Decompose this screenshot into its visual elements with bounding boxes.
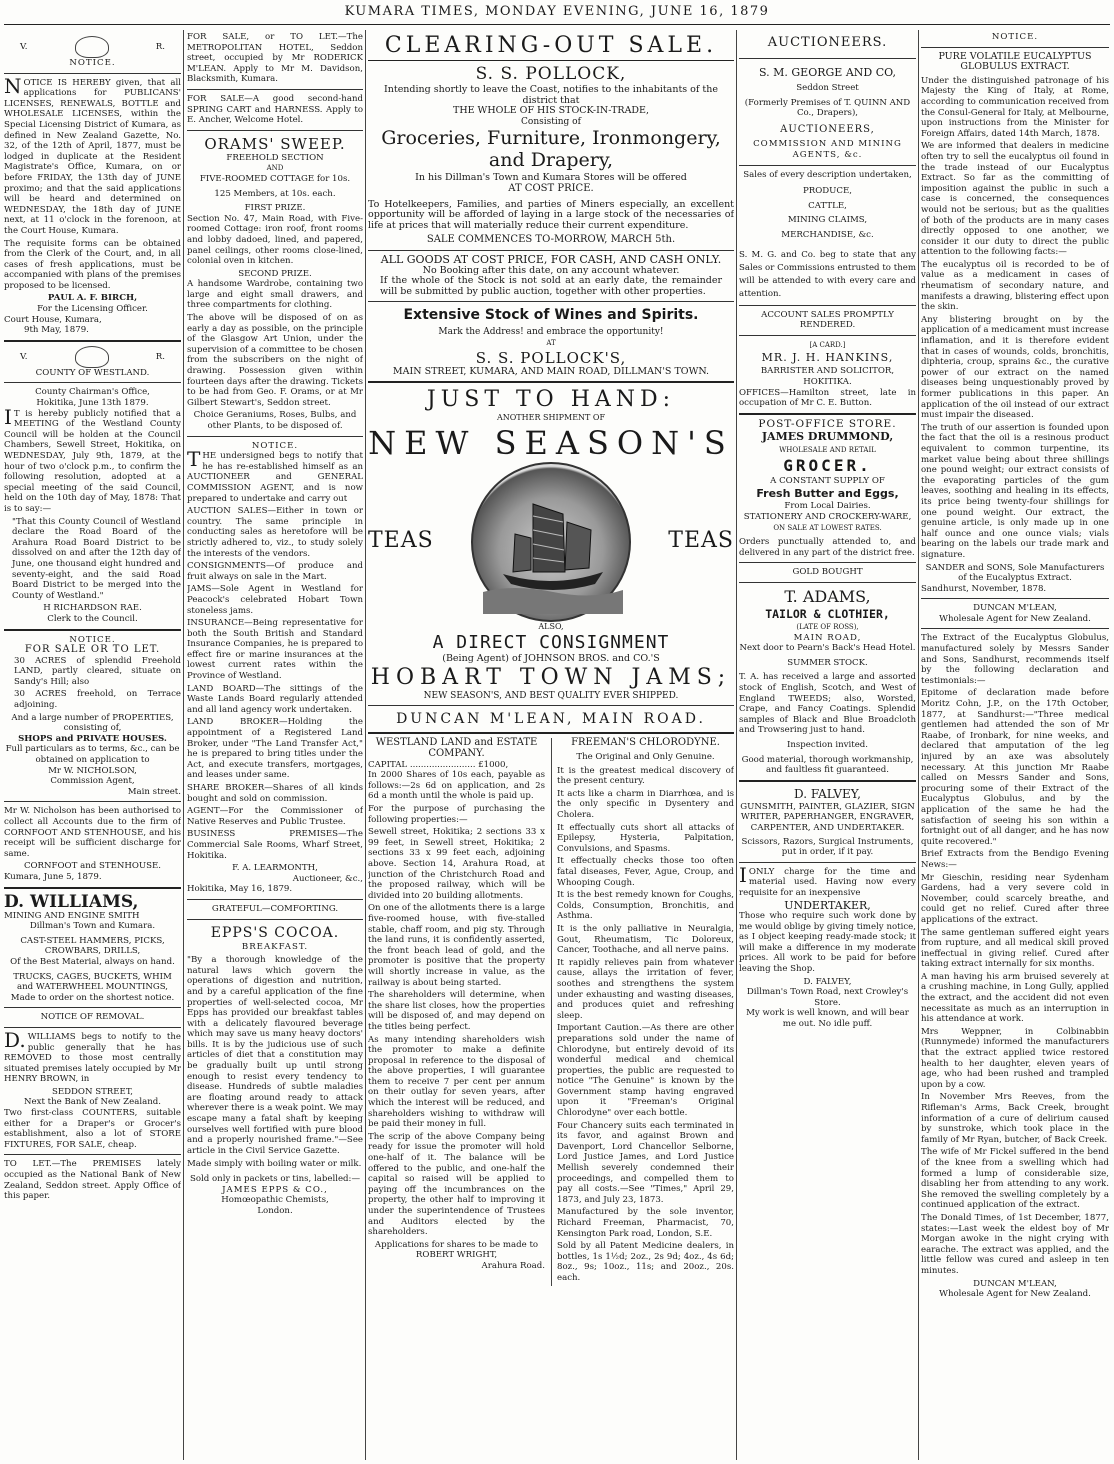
chlorodyne-b7: It rapidly relieves pain from whatever cause, allays the irritation of fever, soothes and strengthens the system under exhausting and wasting diseases, and produces quiet and refreshing sleep. <box>557 957 734 1021</box>
crest-r: R. <box>155 41 165 52</box>
crest-v: V. <box>20 351 28 362</box>
eucalyptus-b6: The Extract of the Eucalyptus Globulus, manufactured solely by Messrs Sander and Sons, Sandhurst, recommends itself by the following declaration and testimonials:— <box>921 633 1109 686</box>
smg-street: Seddon Street <box>796 83 859 93</box>
pollock-remainder: If the whole of the Stock is not sold at an early date, the remainder will be submitted by public auction, together with other properties. <box>380 275 722 297</box>
hankins-town: HOKITIKA. <box>803 376 852 387</box>
sweep-line-1: FREEHOLD SECTION <box>226 152 324 163</box>
falvey-only: IONLY charge for the time and material used. Having now every requisite for an inexpensive <box>739 862 916 898</box>
williams-title: D. WILLIAMS, <box>4 891 139 912</box>
eucalyptus-b5: The truth of our assertion is founded upon the fact that the oil is a resinous product equivalent to common turpentine, its market value being about three shillings one pound weight; our extract consists of the evaporating particles of the gum leaves, soothing and healing in its effects, its price being twenty-four shillings for one pound weight. Our extract, the genuine article, is only made up in one half ounce and one ounce vials; vials bearing on the labels our trade mark and signature. <box>921 422 1109 560</box>
another-shipment: ANOTHER SHIPMENT OF <box>496 413 606 423</box>
service-share-broker: SHARE BROKER—Shares of all kinds bought and sold on commission. <box>187 783 363 804</box>
column-rule <box>183 30 184 1460</box>
hankins-title: BARRISTER AND SOLICITOR, <box>760 366 895 377</box>
westland-address: Arahura Road. <box>481 1260 545 1271</box>
sweep-title: ORAMS' SWEEP. <box>204 134 346 153</box>
falvey-undertaker: UNDERTAKER, <box>784 898 871 912</box>
sweep-body: The above will be disposed of on as early a day as possible, on the principle of the Glasgow Art Union, under the supervision of a committee to be chosen from the subscribers on the night of drawing. Possession given within fourteen days after the drawing. Tickets to be had from Geo. F. Orams, or at Mr Gilbert Stewart's, Seddon street. <box>187 313 363 408</box>
westland-body-3: The shareholders will determine, when the share list closes, how the properties will be disposed of, and may depend on the titles being perfect. <box>368 990 545 1032</box>
drummond-orders: Orders punctually attended to, and delivered in any part of the district free. <box>739 537 916 558</box>
chlorodyne-b5: It is the best remedy known for Coughs, Colds, Consumption, Bronchitis, and Asthma. <box>557 890 734 922</box>
ship-illustration <box>471 462 631 622</box>
chlorodyne-maker: Manufactured by the sole inventor, Richard Freeman, Pharmacist, 70, Kensington Park road, London, S.E. <box>557 1207 734 1239</box>
second-prize-heading: SECOND PRIZE. <box>238 268 312 279</box>
authorisation-date: Kumara, June 5, 1879. <box>4 871 102 882</box>
drummond-butter: Fresh Butter and Eggs, <box>756 487 899 501</box>
eucalyptus-b1: Under the distinguished patronage of his Majesty the King of Italy, at Rome, according to communication received from the Consul-General for Italy, at Melbourne, upon instructions from the Minister for Foreign Affairs, dated 14th March, 1878. <box>921 75 1109 139</box>
teas-row <box>368 462 734 622</box>
falvey-scissors: Scissors, Razors, Surgical Instruments, put in order, if it pay. <box>741 836 914 858</box>
smg-auctioneers: AUCTIONEERS, <box>780 123 875 135</box>
eucalyptus-b4: Any blistering brought on by the application of a medicament must increase inflamation, and it is therefore evident that in cases of wounds, colds, bronchitis, diphteria, croup, sprains &c., the curative power of our extract on the named diseases being unquestionably proved by former publications in this paper. An application of the oil instead of our extract must impair the diseased. <box>921 314 1109 421</box>
sweep-and: AND <box>266 164 284 173</box>
sale-agent-street: Main street. <box>127 786 181 797</box>
service-land-board: LAND BOARD—The sittings of the Waste Lands Board regularly attended and all land agency work undertaken. <box>187 683 363 715</box>
drummond-grocer: GROCER. <box>783 455 872 475</box>
epps-firm-title: Homœopathic Chemists, <box>221 1195 329 1206</box>
county-resolution: "That this County Council of Westland declare the Road Board of the Arahura Road Board District to be dissolved on and after the 12th day of June, one thousand eight hundred and seventy-eight, and the said Road Board District to be merged into the County of Westland." <box>12 516 181 601</box>
teas-left: TEAS <box>368 528 434 554</box>
adams-invited: Inspection invited. <box>786 739 869 750</box>
crest-v: V. <box>20 41 28 52</box>
pollock-all-goods: ALL GOODS AT COST PRICE, FOR CASH, AND CASH ONLY. <box>380 252 722 266</box>
crest-icon <box>75 346 109 368</box>
adams-summer: SUMMER STOCK. <box>787 657 868 668</box>
pollock-consisting: Consisting of <box>521 116 581 127</box>
westland-purpose: For the purpose of purchasing the following properties:— <box>368 804 545 825</box>
chlorodyne-b6: It is the only palliative in Neuralgia, Gout, Rheumatism, Tic Doloreux, Cancer, Toothache, and all nerve pains. <box>557 923 734 956</box>
to-let-notice: TO LET.—The PREMISES lately occupied as the National Bank of New Zealand, Seddon street. Apply Office of this paper. <box>4 1159 181 1202</box>
licensing-place: Court House, Kumara, <box>4 314 102 325</box>
service-agent: AGENT—For the Commissioner of Native Reserves and Public Trustee. <box>187 806 363 827</box>
westland-title: WESTLAND LAND and ESTATE COMPANY. <box>375 737 538 760</box>
falvey-undertaker-body: Those who require such work done by me would oblige by giving timely notice, as I object keeping ready-made stock; it will make a difference in my moderate prices. All work to be paid for before leaving the Shop. <box>739 911 916 975</box>
column-rule <box>918 30 919 1460</box>
pollock-hotel: To Hotelkeepers, Families, and parties of Miners especially, an excellent opportunity will be afforded of laying in a large stock of the necessaries of life at prices that will materially reduce their current expenditure. <box>368 198 734 231</box>
removal-body: D.WILLIAMS begs to notify to the public generally that he has REMOVED to those most centrally situated premises lately occupied by Mr HENRY BROWN, in <box>4 1027 181 1085</box>
westland-body-2: On one of the allotments there is a large five-roomed house, with five-stalled stable, chaff room, and pig sty. Through the land runs, it is confidently asserted, the front beach lead of gold, and the promoter is positive that the property will shortly increase in value, as the railway is about being started. <box>368 903 545 988</box>
falvey-sign: D. FALVEY, <box>803 976 852 987</box>
county-crest <box>4 346 181 368</box>
chlorodyne-b1: It is the greatest medical discovery of the present century. <box>557 765 734 787</box>
just-to-hand: JUST TO HAND: <box>426 387 676 413</box>
smg-sales: Sales of every description undertaken, <box>743 169 912 180</box>
card-label: [A CARD.] <box>809 340 846 349</box>
adams-next: Next door to Pearn's Back's Head Hotel. <box>739 643 916 654</box>
counters-body: Two first-class COUNTERS, suitable either for a Draper's or Grocer's establishment, also a lot of STORE FIXTURES, FOR SALE, cheap. <box>4 1108 181 1150</box>
johnson-agent: (Being Agent) of JOHNSON BROS. and CO.'S <box>442 653 660 665</box>
westland-land-ad <box>368 738 545 1285</box>
authorisation-notice: Mr W. Nicholson has been authorised to collect all Accounts due to the firm of CORNFOOT AND STENHOUSE, and his receipt will be sufficient discharge for same. <box>4 806 181 859</box>
county-heading: COUNTY OF WESTLAND. <box>35 367 150 378</box>
epps-firm: JAMES EPPS & CO., <box>222 1184 328 1195</box>
eucalyptus-b7: Epitome of declaration made before Moritz Cohn, J.P., on the 17th October, 1877, at Sandhurst:—"Three medical gentlemen had attended the son of Mr Raabe, of Ironbark, for nine weeks, and declared that amputation of the leg injured by an axe was absolutely necessary. At this junction Mr Raabe called on Messrs Sander and Sons, procuring some of their Extract of the Eucalyptus Globulus, and by the application of the same he had the satisfaction of seeing his son within a fortnight out of all danger, and he has now quite recovered." <box>921 688 1109 847</box>
pollock-intro: Intending shortly to leave the Coast, notifies to the inhabitants of the district that <box>384 84 718 106</box>
best-quality: NEW SEASON'S, AND BEST QUALITY EVER SHIPPED. <box>423 690 679 701</box>
smg-account-sales: ACCOUNT SALES PROMPTLY RENDERED. <box>761 309 894 331</box>
county-signature-title: Clerk to the Council. <box>47 613 138 624</box>
eucalyptus-b9: Mr Gieschin, residing near Sydenham Gardens, had a very severe cold in November, could scarcely breathe, and could get no relief. Cured after three applications of the extract. <box>921 872 1109 925</box>
sale-notice-heading: NOTICE. <box>69 634 116 645</box>
smg-formerly: (Formerly Premises of T. QUINN AND Co., Drapers), <box>744 97 911 119</box>
licensing-date: 9th May, 1879. <box>24 325 89 336</box>
pollock-wines: Extensive Stock of Wines and Spirits. <box>403 307 699 324</box>
chlorodyne-ad <box>551 738 734 1285</box>
eucalyptus-b15: The Donald Times, of 1st December, 1877, states:—Last week the eldest boy of Mr Morgan awoke in the night crying with earache. The extract was applied, and the little fellow was cured and asleep in ten minutes. <box>921 1212 1109 1276</box>
column-2 <box>187 32 363 1460</box>
county-date: Hokitika, June 13th 1879. <box>36 398 149 409</box>
drummond-constant: A CONSTANT SUPPLY OF <box>770 475 885 486</box>
sale-line-5: Full particulars as to terms, &c., can be obtained on application to <box>5 744 180 766</box>
eucalyptus-b14: The wife of Mr Fickel suffered in the bend of the knee from a swelling which had formed a lump of considerable size, disabling her from attending to any work. She removed the swelling completely by a continued application of the extract. <box>921 1147 1109 1211</box>
eucalyptus-heading: PURE VOLATILE EUCALYPTUS GLOBULUS EXTRACT. <box>938 50 1092 73</box>
williams-line-4: Made to order on the shortest notice. <box>10 992 175 1003</box>
drummond-stationery: STATIONERY AND CROCKERY-WARE, <box>743 512 912 523</box>
westland-body-5: The scrip of the above Company being ready for issue the promoter will hold one-half of it. The balance will be offered to the public, and one-half the capital so raised will be applied to paying off the incumbrances on the property, the other half to improving it under the superintendence of Trustees and Auditors elected by the shareholders. <box>368 1131 545 1238</box>
pollock-name-2: S. S. POLLOCK'S, <box>475 348 627 367</box>
epps-city: London. <box>257 1205 293 1216</box>
top-rule <box>4 24 1110 25</box>
removal-heading: NOTICE OF REMOVAL. <box>40 1012 145 1023</box>
pollock-commences: SALE COMMENCES TO-MORROW, MARCH 5th. <box>426 234 676 246</box>
duncan-mclean-main-road: DUNCAN M'LEAN, MAIN ROAD. <box>396 711 706 728</box>
pollock-cost: AT COST PRICE. <box>508 182 594 194</box>
chlorodyne-sold: Sold by all Patent Medicine dealers, in bottles, 1s 1½d; 2oz., 2s 9d; 4oz., 4s 6d; 8oz., 9s; 10oz., 11s; and 20oz., 20s. each. <box>557 1241 734 1283</box>
eucalyptus-b2: We are informed that dealers in medicine often try to sell the eucalyptus oil found in the trade instead of our Eucalyptus Extract. So far as the committing of imposition against the public in such a case is concerned, the consequences would not be serious; but as the qualities of both of the products are in many cases directly opposed to one another, we consider it our duty to direct the public attention to the following facts:— <box>921 141 1109 258</box>
column-3 <box>368 32 734 1460</box>
smg-merchandise: MERCHANDISE, &c. <box>781 229 874 240</box>
removal-next: Next the Bank of New Zealand. <box>24 1097 161 1108</box>
auctioneers-heading: AUCTIONEERS. <box>767 35 888 50</box>
eucalyptus-b11: A man having his arm bruised severely at a crushing machine, in Long Gully, applied the extract, and the accident did not even necessitate as much as an interruption in his attendance at work. <box>921 971 1109 1025</box>
first-prize-heading: FIRST PRIZE. <box>244 203 306 214</box>
adams-main-road: MAIN ROAD, <box>793 632 862 643</box>
westland-properties: Sewell street, Hokitika; 2 sections 33 x 99 feet, in Sewell street, Hokitika; 2 sections 33 x 99 feet each, adjoining above. Section 14, Arahura Road, at junction of the Christchurch Road and the proposed railway, which will be divided into 20 building allotments. <box>368 827 545 901</box>
epps-title: EPPS'S COCOA. <box>210 924 340 941</box>
eucalyptus-dm4: Wholesale Agent for New Zealand. <box>939 1289 1091 1300</box>
williams-line-2: Of the Best Material, always on hand. <box>10 956 175 967</box>
direct-consignment: A DIRECT CONSIGNMENT <box>432 632 670 654</box>
adams-name: T. ADAMS, <box>784 587 871 607</box>
gold-bought: GOLD BOUGHT <box>792 567 863 578</box>
drummond-name: JAMES DRUMMOND, <box>761 430 894 444</box>
licensing-notice-body: NOTICE IS HEREBY given, that all applications for PUBLICANS' LICENSES, RENEWALS, BOTTLE and WHOLESALE LICENSES, within the Special Licensing District of Kumara, as defined in New Zealand Gazette, No. 32, of the 12th of April, 1877, must be lodged in duplicate at the Resident Magistrate's Office, Kumara, on or before FRIDAY, the 13th day of JUNE proximo; and that the said applications will be heard and determined on WEDNESDAY, the 18th day of JUNE next, at 11 o'clock in the forenoon, at the Court House, Kumara. <box>4 73 181 236</box>
drummond-lowest: ON SALE AT LOWEST RATES. <box>773 523 882 532</box>
learmonth-signature: F. A. LEARMONTH, <box>232 863 318 874</box>
column-rule <box>365 30 366 1460</box>
epps-made: Made simply with boiling water or milk. <box>187 1159 362 1170</box>
pollock-mark: Mark the Address! and embrace the opportunity! <box>438 327 664 338</box>
chlorodyne-suits: Four Chancery suits each terminated in its favor, and against Brown and Davenport, Lord Chancellor Selborne, Lord Justice James, and Lord Justice Mellish severely condemned their proceedings, and compelled them to pay all costs.—See "Times," April 29, 1873, and July 23, 1873. <box>557 1120 734 1205</box>
williams-trade: MINING AND ENGINE SMITH <box>4 910 140 921</box>
chlorodyne-title: FREEMAN'S CHLORODYNE. <box>571 737 720 749</box>
first-prize-body: Section No. 47, Main Road, with Five-roomed Cottage: iron roof, front rooms and lobby dadoed, lined, and papered, panel ceilings, other rooms close-lined, colonial oven in kitchen. <box>187 213 363 267</box>
falvey-name: D. FALVEY, <box>794 786 861 801</box>
royal-crest <box>4 36 181 58</box>
eucalyptus-b10: The same gentleman suffered eight years from rupture, and all medical skill proved ineffectual in giving relief. Cured after taking extract internally for six months. <box>921 927 1109 970</box>
eucalyptus-sandhurst: Sandhurst, November, 1878. <box>921 583 1047 594</box>
drummond-dairies: From Local Dairies. <box>784 501 871 512</box>
falvey-end: My work is well known, and will bear me out. No idle puff. <box>746 1008 909 1030</box>
chlorodyne-caution: Important Caution.—As there are other preparations sold under the name of Chlorodyne, but entirely devoid of its wonderful medical and chemical properties, the public are requested to notice "The Genuine" is known by the Government stamp having engraved upon it "Freeman's Original Chlorodyne" over each bottle. <box>557 1023 734 1119</box>
sale-line-3: And a large number of PROPERTIES, consisting of, <box>11 712 174 734</box>
smg-name: S. M. GEORGE AND CO, <box>759 66 896 79</box>
licensing-notice-body-2: The requisite forms can be obtained from the Clerk of the Court, and, in all cases of fresh applications, must be accompanied with plans of the premises proposed to be licensed. <box>4 238 181 291</box>
auctioneer-notice-body: THE undersigned begs to notify that he has re-established himself as an AUCTIONEER and GENERAL COMMISSION AGENT, and is now prepared to undertake and carry out <box>187 447 363 504</box>
adams-body: T. A. has received a large and assorted stock of English, Scotch, and West of England TWEEDS; also, Worsted, Crape, and Fancy Coatings. Splendid samples of Black and Blue Broadcloth and Trowsering just to hand. <box>739 672 916 736</box>
auctioneer-notice-heading: NOTICE. <box>251 440 299 451</box>
chlorodyne-b3: It effectually cuts short all attacks of Epilepsy, Hysteria, Palpitation, Convulsions, and Spasms. <box>557 822 734 854</box>
pollock-stock: THE WHOLE OF HIS STOCK-IN-TRADE, <box>452 105 650 117</box>
second-prize-body: A handsome Wardrobe, containing two large and eight small drawers, and three compartments for clothing. <box>187 279 363 311</box>
licensing-signature-title: For the Licensing Officer. <box>37 304 148 315</box>
pollock-goods: Groceries, Furniture, Ironmongery, and Drapery, <box>381 127 721 172</box>
pollock-address: MAIN STREET, KUMARA, AND MAIN ROAD, DILLMAN'S TOWN. <box>392 365 710 377</box>
chlorodyne-b4: It effectually checks those too often fatal diseases, Fever, Ague, Croup, and Whooping Cough. <box>557 856 734 888</box>
eucalyptus-b3: The eucalyptus oil is recorded to be of value as a medicament in cases of rheumatism of secondary nature, and manifests a drawing, blistering effect upon the skin. <box>921 259 1109 313</box>
crest-icon <box>75 36 109 58</box>
for-sale-heading: FOR SALE OR TO LET. <box>24 644 161 656</box>
eucalyptus-dm: DUNCAN M'LEAN, <box>973 603 1057 614</box>
sweep-line-2: FIVE-ROOMED COTTAGE for 10s. <box>199 173 351 184</box>
column-4 <box>739 32 916 1460</box>
column-1 <box>4 32 181 1460</box>
learmonth-date: Hokitika, May 16, 1879. <box>187 884 293 895</box>
junk-ship-icon <box>473 464 633 624</box>
teas-right: TEAS <box>668 528 734 554</box>
sale-line-4: SHOPS and PRIVATE HOUSES. <box>18 733 167 744</box>
pollock-at: AT <box>546 338 556 347</box>
county-office: County Chairman's Office, <box>35 387 150 398</box>
sale-agent: Mr W. NICHOLSON, <box>48 765 137 776</box>
eucalyptus-b8: Brief Extracts from the Bendigo Evening News:— <box>921 849 1109 870</box>
pollock-stores: In his Dillman's Town and Kumara Stores will be offered <box>415 172 687 184</box>
sale-line-2: 30 ACRES freehold, on Terrace adjoining. <box>14 689 181 711</box>
service-consignments: CONSIGNMENTS—Of produce and fruit always on sale in the Mart. <box>187 561 363 582</box>
authorisation-signature: CORNFOOT and STENHOUSE. <box>23 861 162 872</box>
williams-line-3: TRUCKS, CAGES, BUCKETS, WHIM and WATERWHEEL MOUNTINGS, <box>13 971 172 993</box>
westland-shares: In 2000 Shares of 10s each, payable as follows:—2s 6d on application, and 2s 6d a month until the whole is paid up. <box>368 770 545 802</box>
plants-line: Choice Geraniums, Roses, Bulbs, and other Plants, to be disposed of. <box>193 410 357 431</box>
adams-guarantee: Good material, thorough workmanship, and faultless fit guaranteed. <box>741 754 914 776</box>
eucalyptus-b12: Mrs Weppner, in Colbinabbin (Runnymede) informed the manufacturers that the extract applied twice restored health to her daughter, eleven years of age, who had been rushed and trampled upon by a cow. <box>921 1026 1109 1090</box>
williams-line-1: CAST-STEEL HAMMERS, PICKS, CROWBARS, DRILLS, <box>20 935 165 957</box>
epps-subtitle: BREAKFAST. <box>241 941 309 952</box>
smg-agents: COMMISSION AND MINING AGENTS, &c. <box>753 139 902 160</box>
smg-mining: MINING CLAIMS, <box>787 215 868 226</box>
service-jams: JAMS—Sole Agent in Westland for Peacock's celebrated Hobart Town stoneless jams. <box>187 584 363 616</box>
smg-body: S. M. G. and Co. beg to state that any Sales or Commissions entrusted to them will be attended to with every care and attention. <box>739 249 916 299</box>
column-rule <box>736 30 737 1460</box>
county-signature: H RICHARDSON RAE. <box>43 603 142 614</box>
hobart-jams: HOBART TOWN JAMS; <box>370 664 732 690</box>
two-column-ads <box>368 738 734 1285</box>
falvey-trades: GUNSMITH, PAINTER, GLAZIER, SIGN WRITER, PAPERHANGER, ENGRAVER, CARPENTER, AND UNDERTAKER. <box>740 801 915 833</box>
crest-r: R. <box>155 351 165 362</box>
new-seasons: NEW SEASON'S <box>368 423 734 462</box>
service-business-premises: BUSINESS PREMISES—The Commercial Sale Rooms, Wharf Street, Hokitika. <box>187 829 363 861</box>
epps-sold: Sold only in packets or tins, labelled:— <box>189 1174 361 1184</box>
service-auction-sales: AUCTION SALES—Either in town or country. The same principle in conducting sales as heretofore will be strictly adhered to, viz., to study solely the interests of the vendors. <box>187 506 363 559</box>
eucalyptus-b13: In November Mrs Reeves, from the Rifleman's Arms, Back Creek, brought information of a cure of delirium caused by sunstroke, which took place in the family of Mr Ryan, butcher, of Back Creek. <box>921 1092 1109 1145</box>
county-body: IT is hereby publicly notified that a MEETING of the Westland County Council will be holden at the Council Chambers, Sewell Street, Hokitika, on WEDNESDAY, July 9th, 1879, at the hour of two o'clock p.m., to confirm the following resolution, adopted at a special meeting of the said Council, held on the 10th day of May, 1878: That is to say:— <box>4 404 181 514</box>
adams-ross: (LATE OF ROSS), <box>796 623 859 632</box>
column-5 <box>921 32 1109 1460</box>
chlorodyne-sub: The Original and Only Genuine. <box>576 752 715 763</box>
learmonth-title: Auctioneer, &c., <box>292 873 363 884</box>
pollock-no-booking: No Booking after this date, on any account whatever. <box>422 264 680 276</box>
falvey-address: Dillman's Town Road, next Crowley's Store. <box>746 987 909 1008</box>
eucalyptus-dm2: Wholesale Agent for New Zealand. <box>939 613 1091 624</box>
eucalyptus-dm3: DUNCAN M'LEAN, <box>973 1278 1057 1289</box>
hankins-offices: OFFICES—Hamilton street, late in occupation of Mr C. E. Button. <box>739 387 916 409</box>
westland-apply: Applications for shares to be made to <box>374 1239 539 1250</box>
post-office-store: POST-OFFICE STORE. <box>758 417 897 430</box>
spring-cart-ad: FOR SALE—A good second-hand SPRING CART and HARNESS. Apply to E. Ancher, Welcome Hotel. <box>187 93 363 126</box>
notice-heading: NOTICE. <box>69 58 116 68</box>
epps-body: "By a thorough knowledge of the natural laws which govern the operations of digestion and nutrition, and by a careful application of the fine properties of well-selected cocoa, Mr Epps has provided our breakfast tables with a delicately flavoured beverage which may save us many heavy doctors' bills. It is by the judicious use of such articles of diet that a constitution may be gradually built up until strong enough to resist every tendency to disease. Hundreds of subtle maladies are floating around ready to attack wherever there is a weak point. We may escape many a fatal shaft by keeping ourselves well fortified with pure blood and a properly nourished frame."—See article in the Civil Service Gazette. <box>187 955 363 1156</box>
sale-line-1: 30 ACRES of splendid Freehold LAND, partly cleared, situate on Sandy's Hill; also <box>14 655 181 687</box>
westland-capital: CAPITAL ........................ £1000, <box>368 759 509 770</box>
hankins-name: MR. J. H. HANKINS, <box>761 351 894 365</box>
licensing-signature: PAUL A. F. BIRCH, <box>47 293 138 304</box>
clearing-out-banner: CLEARING-OUT SALE. <box>368 32 734 61</box>
westland-body-4: As many intending shareholders wish the promoter to make a definite proposal in reference to the disposal of the above properties, I will guarantee them to receive 7 per cent per annum on their outlay for seven years, after which the interest will be reduced, and shareholders wishing to withdraw will be paid their money in full. <box>368 1034 545 1130</box>
williams-address: Dillman's Town and Kumara. <box>29 921 156 932</box>
smg-cattle: CATTLE, <box>808 200 847 211</box>
masthead: KUMARA TIMES, MONDAY EVENING, JUNE 16, 1879 <box>344 4 770 19</box>
removal-street: SEDDON STREET, <box>51 1086 134 1097</box>
sale-agent-title: Commission Agent, <box>50 776 135 787</box>
chlorodyne-b2: It acts like a charm in Diarrhœa, and is the only specific in Dysentery and Cholera. <box>557 788 734 821</box>
drummond-retail: WHOLESALE AND RETAIL <box>779 446 876 455</box>
service-insurance: INSURANCE—Being representative for both the South British and Standard Insurance Companies, he is prepared to effect fire or marine insurances at the lowest current rates within the Province of Westland. <box>187 618 363 682</box>
sweep-members: 125 Members, at 10s. each. <box>214 188 336 199</box>
service-land-broker: LAND BROKER—Holding the appointment of a Registered Land Broker, under "The Land Transfer Act," he is prepared to bring titles under the Act, and execute transfers, mortgages, and leases under same. <box>187 717 363 781</box>
also: ALSO, <box>538 621 564 631</box>
pollock-name: S. S. POLLOCK, <box>475 64 627 84</box>
metropolitan-hotel-ad: FOR SALE, or TO LET.—The METROPOLITAN HOTEL, Seddon street, occupied by Mr RODERICK M'LEAN. Apply to Mr M. Davidson, Blacksmith, Kumara. <box>187 32 363 85</box>
westland-sign: ROBERT WRIGHT, <box>415 1250 498 1261</box>
eucalyptus-sander: SANDER and SONS, Sole Manufacturers of the Eucalyptus Extract. <box>925 562 1105 584</box>
eucalyptus-notice: NOTICE. <box>991 32 1039 42</box>
adams-trade: TAILOR & CLOTHIER, <box>765 607 890 622</box>
smg-produce: PRODUCE, <box>802 186 852 197</box>
epps-tagline: GRATEFUL—COMFORTING. <box>211 903 339 914</box>
